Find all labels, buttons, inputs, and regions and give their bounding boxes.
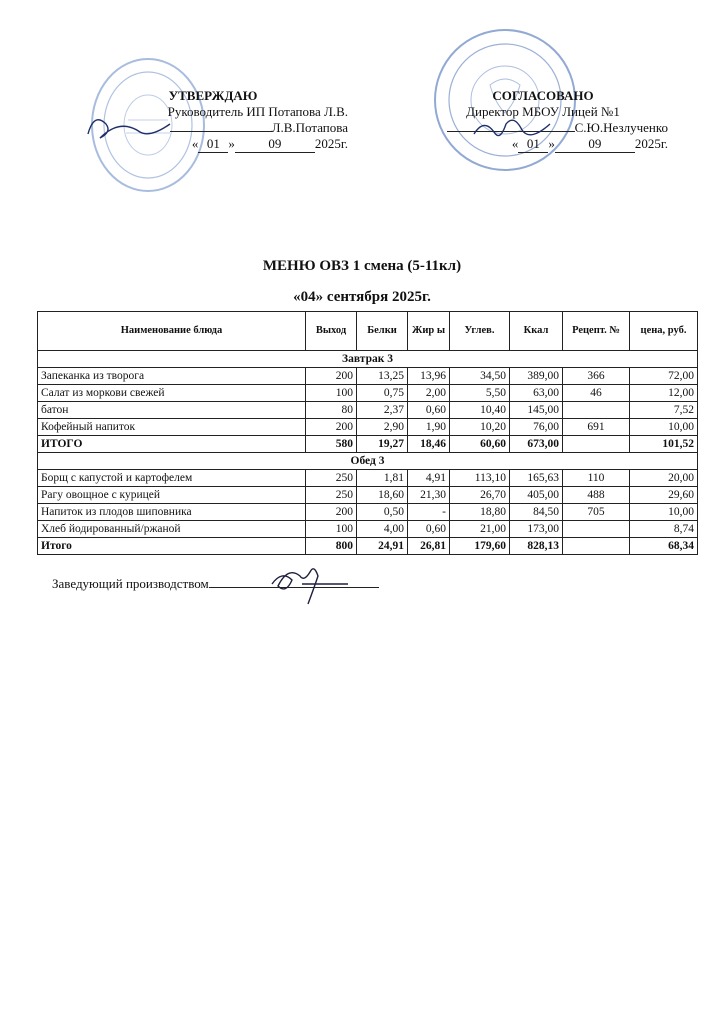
cell-output: 200: [306, 419, 357, 436]
agree-year: 2025г.: [634, 136, 668, 151]
cell-proteins: 1,81: [357, 470, 408, 487]
cell-recipe: 46: [563, 385, 630, 402]
header-kcal: Ккал: [510, 312, 563, 351]
cell-kcal: 673,00: [510, 436, 563, 453]
menu-table: [37, 311, 698, 555]
approve-position: Руководитель ИП Потапова Л.В.: [167, 104, 348, 119]
agree-position: Директор МБОУ Лицей №1: [466, 104, 620, 119]
cell-recipe: 110: [563, 470, 630, 487]
cell-recipe: 705: [563, 504, 630, 521]
cell-proteins: 13,25: [357, 368, 408, 385]
cell-dish-name: Итого: [38, 538, 306, 555]
cell-recipe: [563, 521, 630, 538]
approve-day: 01: [198, 136, 228, 153]
cell-fats: 21,30: [408, 487, 450, 504]
agree-month: 09: [555, 136, 635, 153]
cell-carbs: 34,50: [450, 368, 510, 385]
cell-dish-name: Салат из моркови свежей: [38, 385, 306, 402]
cell-kcal: 63,00: [510, 385, 563, 402]
cell-carbs: 5,50: [450, 385, 510, 402]
approve-month: 09: [235, 136, 315, 153]
cell-carbs: 10,40: [450, 402, 510, 419]
table-row: [38, 504, 698, 521]
cell-recipe: 691: [563, 419, 630, 436]
cell-price: 7,52: [630, 402, 698, 419]
approve-signature-line: [170, 131, 272, 132]
cell-dish-name: батон: [38, 402, 306, 419]
cell-fats: 18,46: [408, 436, 450, 453]
cell-output: 80: [306, 402, 357, 419]
approve-date: « 01 » 09 2025г.: [191, 136, 348, 151]
cell-carbs: 21,00: [450, 521, 510, 538]
cell-fats: 4,91: [408, 470, 450, 487]
cell-proteins: 2,37: [357, 402, 408, 419]
cell-kcal: 145,00: [510, 402, 563, 419]
cell-output: 250: [306, 470, 357, 487]
cell-output: 580: [306, 436, 357, 453]
agree-heading: СОГЛАСОВАНО: [492, 88, 594, 103]
total-row: [38, 538, 698, 555]
cell-output: 100: [306, 521, 357, 538]
menu-date: «04» сентября 2025г.: [293, 289, 431, 305]
cell-price: 20,00: [630, 470, 698, 487]
header-dish-name: Наименование блюда: [38, 312, 306, 351]
cell-proteins: 0,50: [357, 504, 408, 521]
cell-output: 100: [306, 385, 357, 402]
agree-signature-line: [447, 131, 575, 132]
cell-fats: -: [408, 504, 450, 521]
header-price: цена, руб.: [630, 312, 698, 351]
cell-carbs: 60,60: [450, 436, 510, 453]
total-row: [38, 436, 698, 453]
cell-fats: 2,00: [408, 385, 450, 402]
cell-fats: 1,90: [408, 419, 450, 436]
header-carbs: Углев.: [450, 312, 510, 351]
cell-fats: 0,60: [408, 402, 450, 419]
cell-output: 250: [306, 487, 357, 504]
cell-recipe: 488: [563, 487, 630, 504]
table-row: [38, 521, 698, 538]
table-row: [38, 487, 698, 504]
cell-kcal: 76,00: [510, 419, 563, 436]
menu-title: МЕНЮ ОВЗ 1 смена (5-11кл): [262, 258, 462, 274]
cell-price: 10,00: [630, 419, 698, 436]
cell-proteins: 2,90: [357, 419, 408, 436]
agree-date: « 01 » 09 2025г.: [511, 136, 668, 151]
cell-proteins: 19,27: [357, 436, 408, 453]
cell-proteins: 24,91: [357, 538, 408, 555]
header-output: Выход: [306, 312, 357, 351]
table-row: [38, 402, 698, 419]
cell-carbs: 113,10: [450, 470, 510, 487]
approve-heading: УТВЕРЖДАЮ: [168, 88, 258, 103]
cell-carbs: 10,20: [450, 419, 510, 436]
cell-recipe: 366: [563, 368, 630, 385]
agreement-block: [418, 88, 668, 153]
cell-fats: 0,60: [408, 521, 450, 538]
cell-price: 72,00: [630, 368, 698, 385]
agree-day: 01: [518, 136, 548, 153]
footer-label: Заведующий производством: [52, 576, 209, 591]
agree-name: С.Ю.Незлученко: [574, 120, 668, 135]
cell-dish-name: Напиток из плодов шиповника: [38, 504, 306, 521]
cell-dish-name: Рагу овощное с курицей: [38, 487, 306, 504]
cell-price: 8,74: [630, 521, 698, 538]
cell-dish-name: Запеканка из творога: [38, 368, 306, 385]
section-row: [38, 453, 698, 470]
cell-price: 68,34: [630, 538, 698, 555]
cell-recipe: [563, 436, 630, 453]
cell-dish-name: Хлеб йодированный/ржаной: [38, 521, 306, 538]
cell-carbs: 26,70: [450, 487, 510, 504]
cell-kcal: 405,00: [510, 487, 563, 504]
cell-kcal: 389,00: [510, 368, 563, 385]
table-row: [38, 368, 698, 385]
cell-carbs: 179,60: [450, 538, 510, 555]
header-recipe: Рецепт. №: [563, 312, 630, 351]
cell-kcal: 173,00: [510, 521, 563, 538]
header-fats: Жир ы: [408, 312, 450, 351]
cell-proteins: 4,00: [357, 521, 408, 538]
footer-signature: [52, 575, 379, 592]
cell-dish-name: ИТОГО: [38, 436, 306, 453]
table-row: [38, 470, 698, 487]
cell-proteins: 18,60: [357, 487, 408, 504]
cell-kcal: 84,50: [510, 504, 563, 521]
cell-carbs: 18,80: [450, 504, 510, 521]
cell-fats: 26,81: [408, 538, 450, 555]
cell-price: 12,00: [630, 385, 698, 402]
cell-output: 200: [306, 368, 357, 385]
cell-kcal: 165,63: [510, 470, 563, 487]
cell-price: 29,60: [630, 487, 698, 504]
table-row: [38, 385, 698, 402]
footer-signature-line: [209, 575, 379, 588]
cell-recipe: [563, 402, 630, 419]
approve-name: Л.В.Потапова: [271, 120, 348, 135]
cell-price: 101,52: [630, 436, 698, 453]
cell-proteins: 0,75: [357, 385, 408, 402]
cell-output: 200: [306, 504, 357, 521]
header-proteins: Белки: [357, 312, 408, 351]
cell-price: 10,00: [630, 504, 698, 521]
table-header-row: [38, 312, 698, 351]
section-title: Обед 3: [38, 453, 698, 470]
section-row: [38, 351, 698, 368]
cell-fats: 13,96: [408, 368, 450, 385]
section-title: Завтрак 3: [38, 351, 698, 368]
approval-block: [78, 88, 348, 153]
cell-kcal: 828,13: [510, 538, 563, 555]
cell-output: 800: [306, 538, 357, 555]
approve-year: 2025г.: [314, 136, 348, 151]
cell-recipe: [563, 538, 630, 555]
cell-dish-name: Борщ с капустой и картофелем: [38, 470, 306, 487]
cell-dish-name: Кофейный напиток: [38, 419, 306, 436]
table-row: [38, 419, 698, 436]
